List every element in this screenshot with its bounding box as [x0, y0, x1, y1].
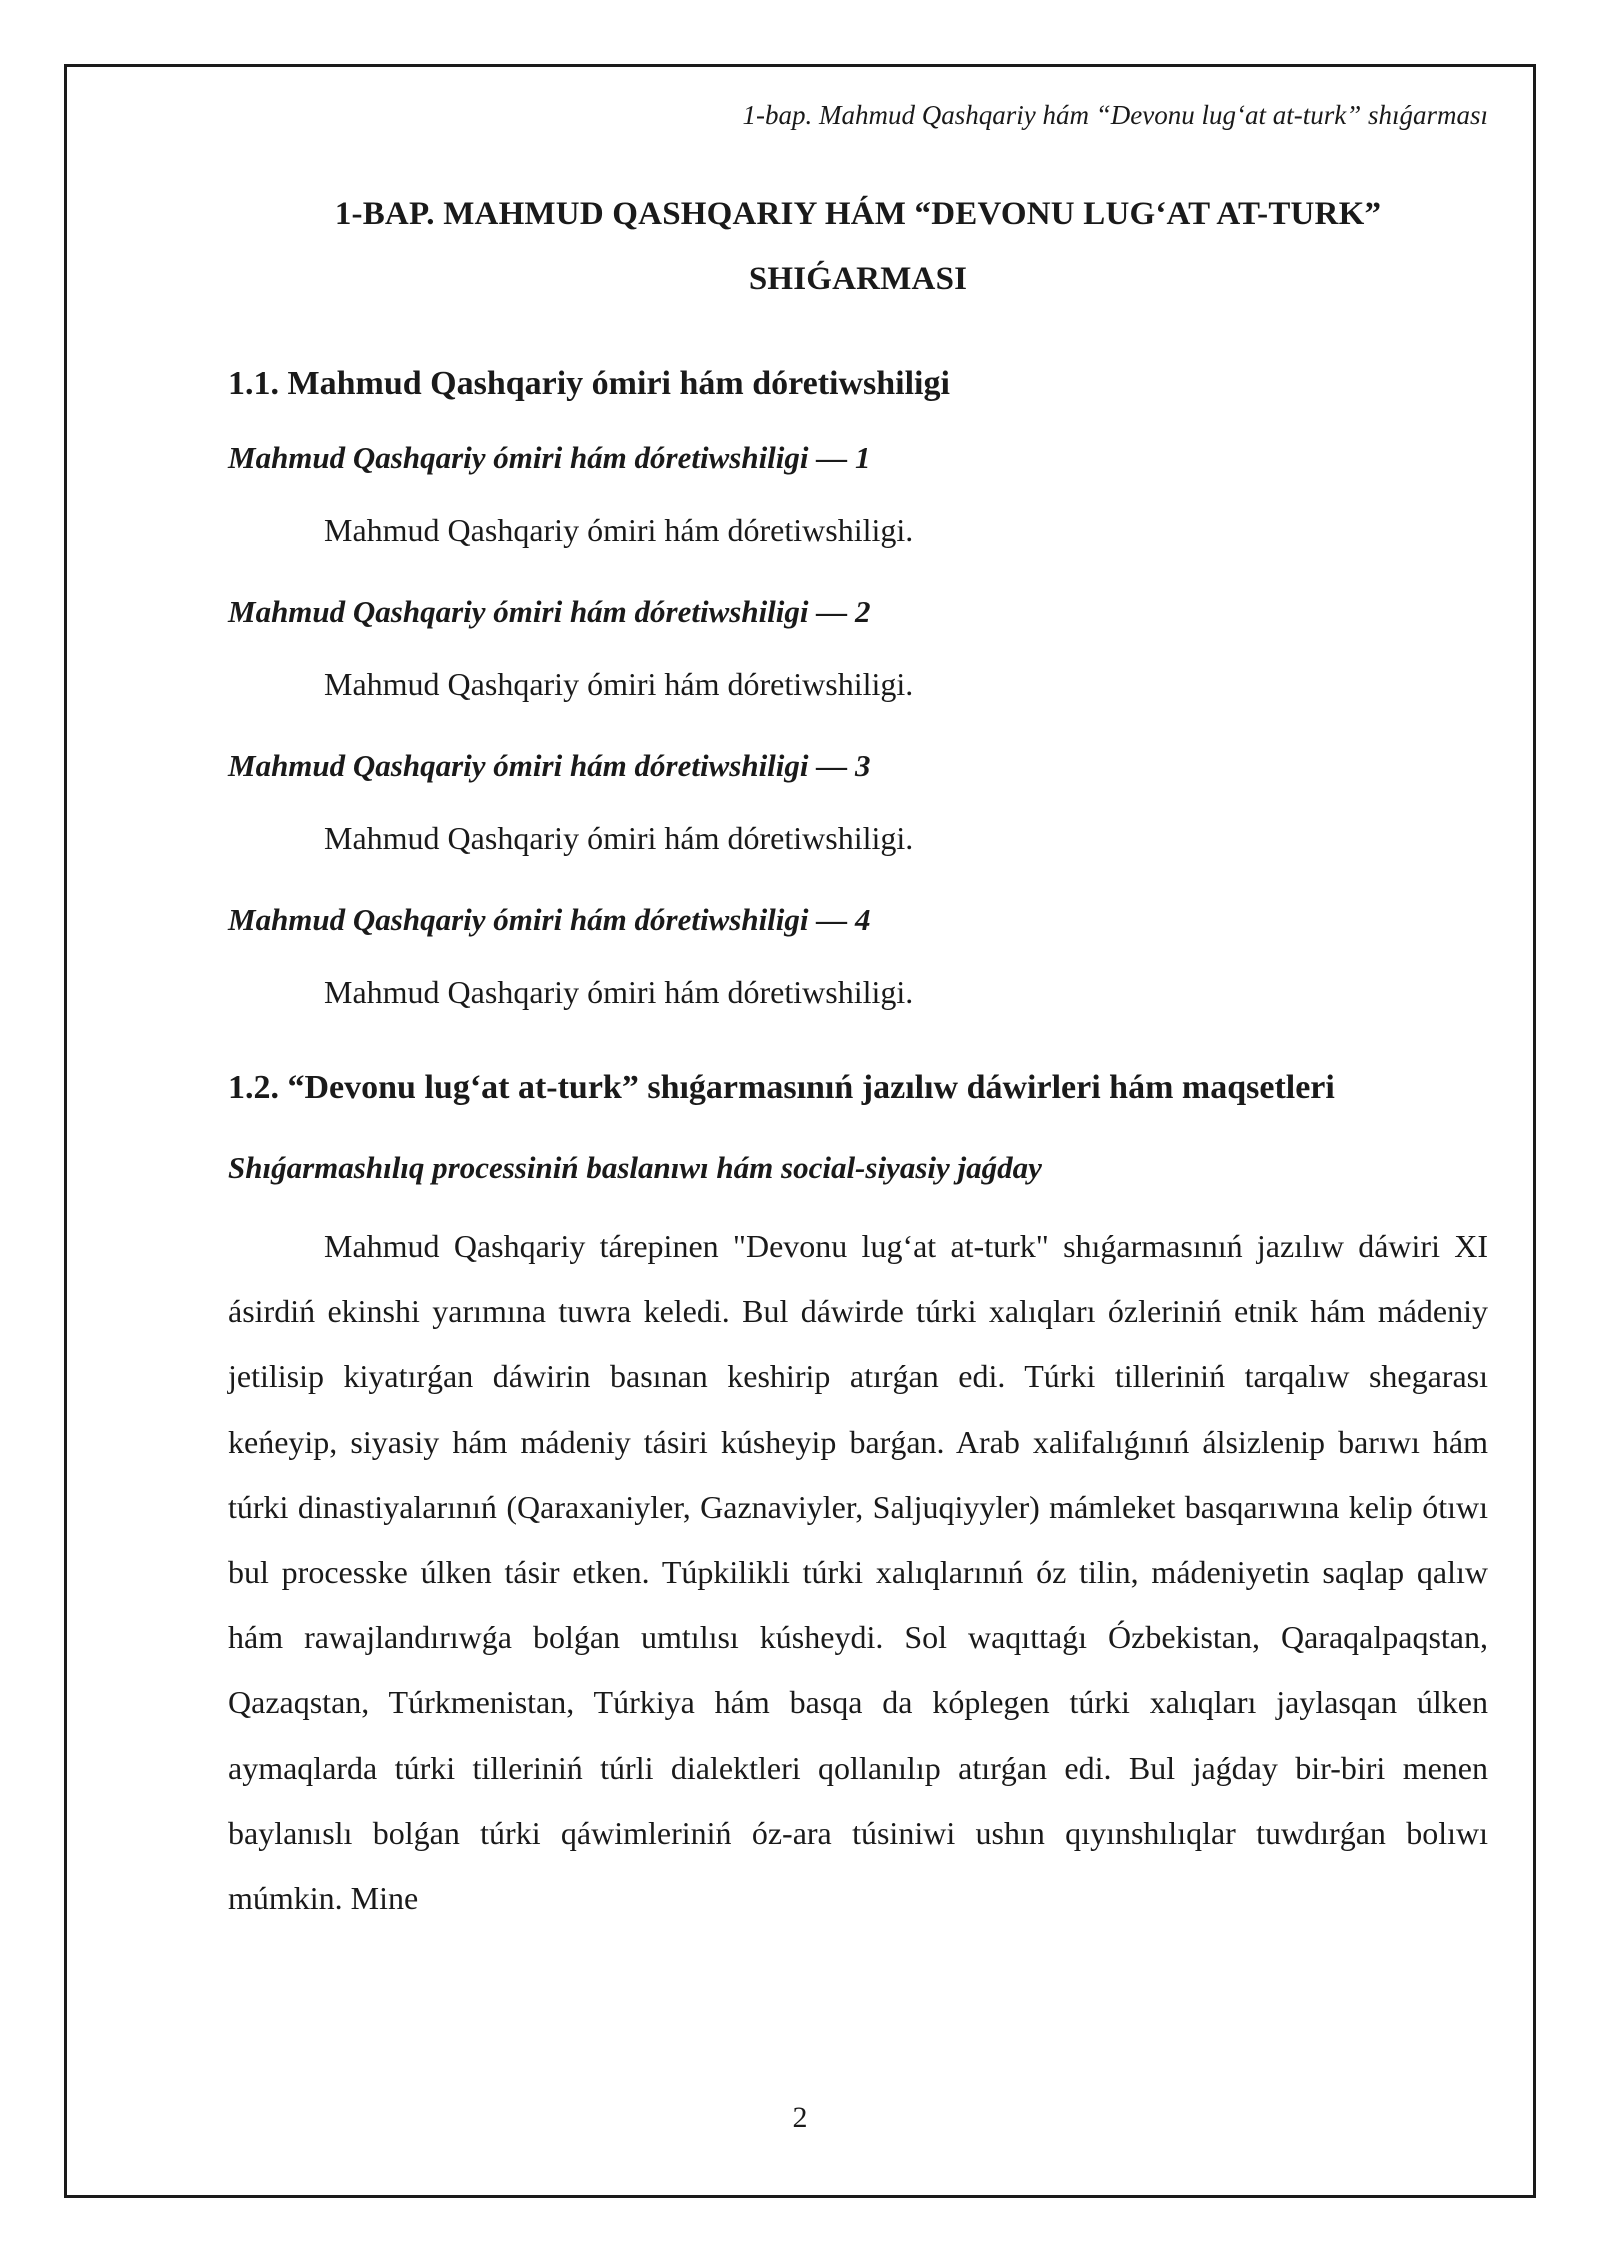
subsection-text-4: Mahmud Qashqariy ómiri hám dóretiwshiligi.	[324, 974, 914, 1010]
page-number: 2	[792, 2101, 808, 2134]
chapter-title-line-2: SHIǴARMASI	[748, 261, 968, 297]
subsection-heading-4: Mahmud Qashqariy ómiri hám dóretiwshiligi — 4	[228, 902, 871, 937]
subsection-heading-3: Mahmud Qashqariy ómiri hám dóretiwshiligi — 3	[228, 748, 871, 783]
document-body	[228, 182, 1488, 1931]
chapter-title-line-1: 1-BAP. MAHMUD QASHQARIY HÁM “DEVONU LUG‘AT AT-TURK”	[334, 196, 1382, 232]
subsection-heading-2: Mahmud Qashqariy ómiri hám dóretiwshiligi — 2	[228, 594, 871, 629]
body-paragraph: Mahmud Qashqariy tárepinen "Devonu lug‘at at-turk" shıǵarmasınıń jazılıw dáwiri XI ásirdiń ekinshi yarımına tuwra keledi. Bul dáwirde túrki xalıqları ózleriniń etnik hám mádeniy jetilisip kiyatırǵan dáwirin basınan keshirip atırǵan edi. Túrki tilleriniń tarqalıw shegarası keńeyip, siyasiy hám mádeniy tásiri kúsheyip barǵan. Arab xalifalıǵınıń álsizlenip barıwı hám túrki dinastiyalarınıń (Qaraxaniyler, Gaznaviyler, Saljuqiyyler) mámleket basqarıwına kelip ótıwı bul processke úlken tásir etken. Túpkilikli túrki xalıqlarınıń óz tilin, mádeniyetin saqlap qalıw hám rawajlandırıwǵa bolǵan umtılısı kúsheydi. Sol waqıttaǵı Ózbekistan, Qaraqalpaqstan, Qazaqstan, Túrkmenistan, Túrkiya hám basqa da kóplegen túrki xalıqları jaylasqan úlken aymaqlarda túrki tilleriniń túrli dialektleri qollanılıp atırǵan edi. Bul jaǵday bir-biri menen baylanıslı bolǵan túrki qáwimleriniń óz-ara túsiniwi ushın qıyınshılıqlar tuwdırǵan bolıwı múmkin. Mine	[228, 1228, 1488, 1917]
running-header: 1-bap. Mahmud Qashqariy hám “Devonu lug‘at at-turk” shıǵarması	[742, 100, 1488, 130]
subsection-text-2: Mahmud Qashqariy ómiri hám dóretiwshiligi.	[324, 666, 914, 702]
subsection-text-3: Mahmud Qashqariy ómiri hám dóretiwshiligi.	[324, 820, 914, 856]
section-heading-1-2: 1.2. “Devonu lug‘at at-turk” shıǵarmasınıń jazılıw dáwirleri hám maqsetleri	[228, 1069, 1335, 1106]
chapter-title	[228, 182, 1488, 312]
section-2-subheading: Shıǵarmashılıq processiniń baslanıwı hám social-siyasiy jaǵday	[228, 1150, 1042, 1185]
section-heading-1-1: 1.1. Mahmud Qashqariy ómiri hám dóretiwshiligi	[228, 365, 950, 402]
subsection-text-1: Mahmud Qashqariy ómiri hám dóretiwshiligi.	[324, 512, 914, 548]
subsection-heading-1: Mahmud Qashqariy ómiri hám dóretiwshiligi — 1	[228, 440, 871, 475]
